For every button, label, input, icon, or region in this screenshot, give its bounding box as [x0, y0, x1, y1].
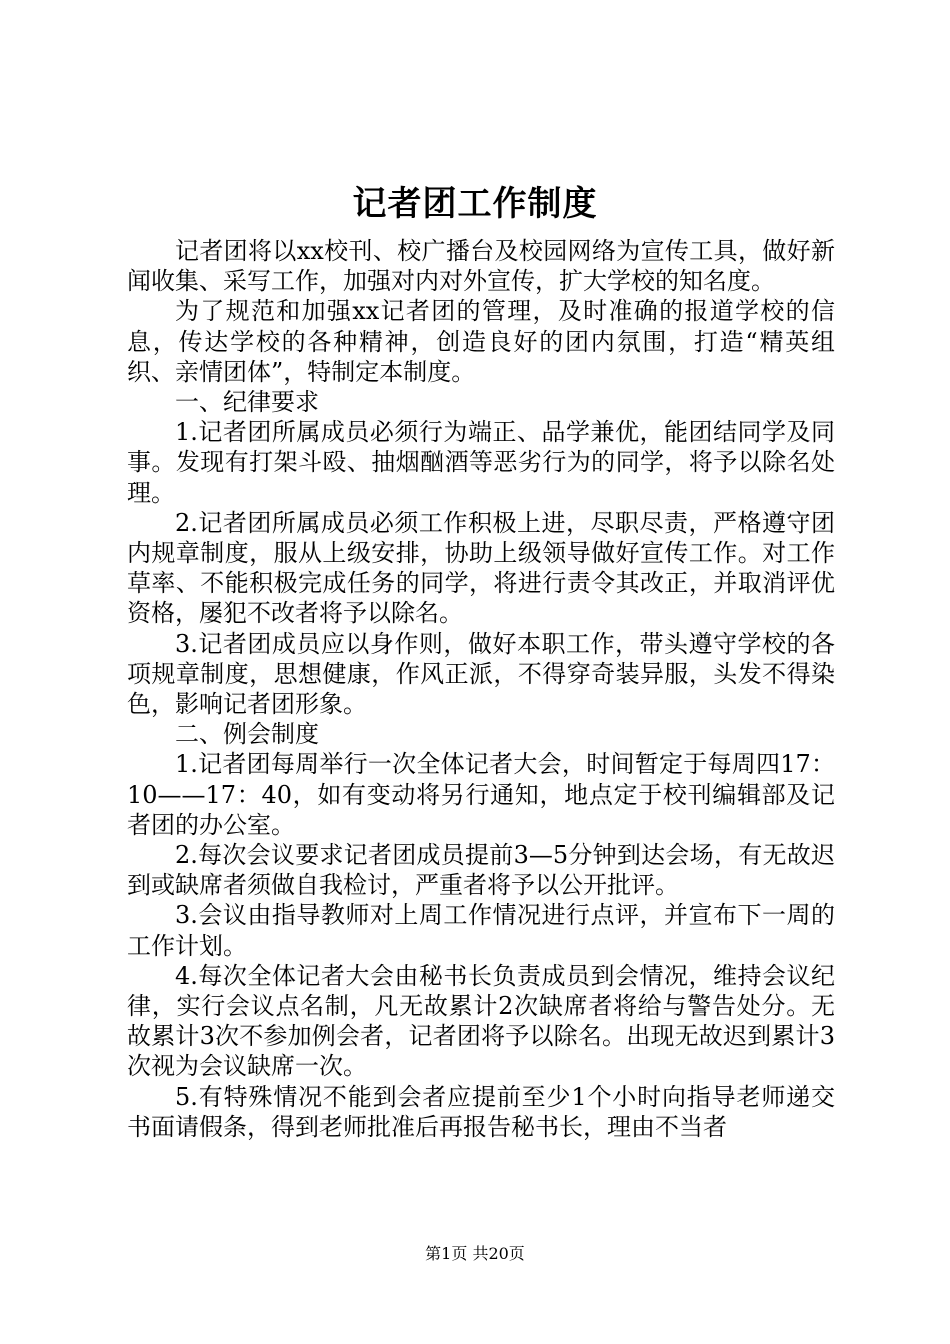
paragraph-discipline-2: 2.记者团所属成员必须工作积极上进，尽职尽责，严格遵守团内规章制度，服从上级安排，协助上级领导做好宣传工作。对工作草率、不能积极完成任务的同学，将进行责令其改正，并取消评优资格，屡犯不改者将予以除名。 [127, 508, 835, 628]
document-body [127, 236, 835, 1142]
paragraph-intro: 记者团将以xx校刊、校广播台及校园网络为宣传工具，做好新闻收集、采写工作，加强对内对外宣传，扩大学校的知名度。 [127, 237, 835, 296]
paragraph-meeting-4: 4.每次全体记者大会由秘书长负责成员到会情况，维持会议纪律，实行会议点名制，凡无故累计2次缺席者将给与警告处分。无故累计3次不参加例会者，记者团将予以除名。出现无故迟到累计3次视为会议缺席一次。 [127, 961, 835, 1081]
section-heading-meetings: 二、例会制度 [175, 720, 319, 749]
section-heading-discipline: 一、纪律要求 [175, 388, 319, 417]
document-title: 记者团工作制度 [352, 184, 598, 224]
paragraph-purpose: 为了规范和加强xx记者团的管理，及时准确的报道学校的信息，传达学校的各种精神，创造良好的团内氛围，打造“精英组织、亲情团体”，特制定本制度。 [127, 297, 835, 386]
paragraph-meeting-3: 3.会议由指导教师对上周工作情况进行点评，并宣布下一周的工作计划。 [127, 901, 835, 960]
paragraph-discipline-1: 1.记者团所属成员必须行为端正、品学兼优，能团结同学及同事。发现有打架斗殴、抽烟酗酒等恶劣行为的同学，将予以除名处理。 [127, 418, 835, 507]
paragraph-meeting-5: 5.有特殊情况不能到会者应提前至少1个小时向指导老师递交书面请假条，得到老师批准后再报告秘书长，理由不当者 [127, 1082, 835, 1141]
paragraph-discipline-3: 3.记者团成员应以身作则，做好本职工作，带头遵守学校的各项规章制度，思想健康，作风正派，不得穿奇装异服，头发不得染色，影响记者团形象。 [127, 629, 835, 719]
paragraph-meeting-1: 1.记者团每周举行一次全体记者大会，时间暂定于每周四17：10——17：40，如有变动将另行通知，地点定于校刊编辑部及记者团的办公室。 [127, 750, 835, 839]
paragraph-meeting-2: 2.每次会议要求记者团成员提前3—5分钟到达会场，有无故迟到或缺席者须做自我检讨，严重者将予以公开批评。 [127, 841, 835, 900]
page-number-footer: 第1页 共20页 [425, 1244, 525, 1263]
